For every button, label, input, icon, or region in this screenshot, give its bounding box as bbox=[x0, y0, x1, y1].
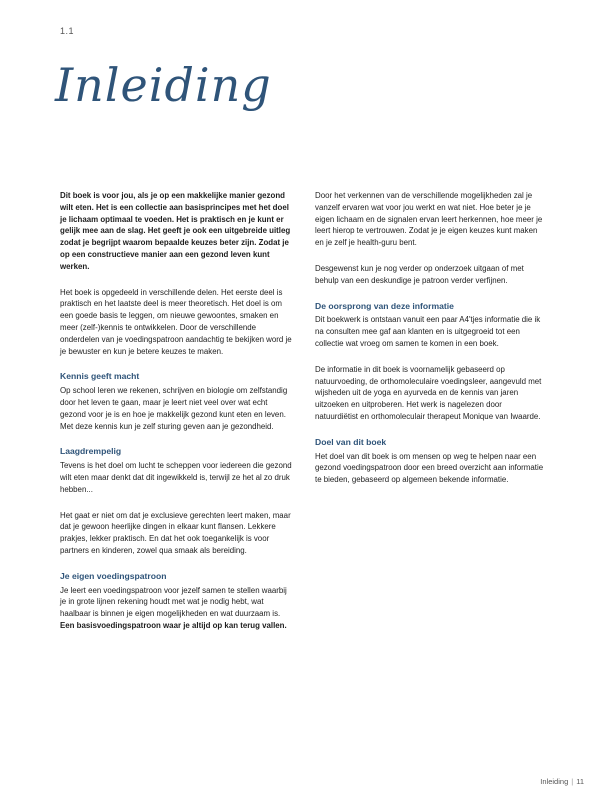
paragraph: Op school leren we rekenen, schrijven en biologie om zelfstandig door het leven te gaan, maar je leert niet veel over wat echt gezond voor je is en hoe je makkelijk gezond kunt eten en leven. Met deze kennis kun je zelf sturing geven aan je gezondheid. bbox=[60, 386, 288, 431]
heading-oorsprong: De oorsprong van deze informatie bbox=[315, 300, 454, 311]
footer-label: Inleiding bbox=[540, 777, 569, 786]
heading-doel: Doel van dit boek bbox=[315, 436, 387, 447]
paragraph: Het gaat er niet om dat je exclusieve gerechten leert maken, maar dat je gewoon heerlijke dingen in elkaar kunt flansen. Lekkere prakjes, lekker praktisch. En dat het ook toegankelijk is voor partners en kinderen, zowel qua smaak als bereiding. bbox=[60, 510, 291, 555]
paragraph: Het doel van dit boek is om mensen op weg te helpen naar een gezond voedingspatroon door een breed overzicht aan informatie te bieden, gebaseerd op algemeen bekende informatie. bbox=[315, 451, 544, 485]
intro-paragraph: Dit boek is voor jou, als je op een makkelijke manier gezond wilt eten. Het is een collectie aan basisprincipes met het doel je lichaam optimaal te voeden. Het is praktisch en je kunt er gelijk mee aan de slag. Het geeft je ook een uitgebreide uitleg zodat je begrijpt waarom bepaalde keuzes beter zijn. Zodat je op een constructieve manier aan een gezond leven kunt werken. bbox=[60, 191, 291, 271]
heading-laagdrempelig: Laagdrempelig bbox=[60, 446, 122, 457]
paragraph: Het boek is opgedeeld in verschillende delen. Het eerste deel is praktisch en het laatste deel is meer theoretisch. Het doel is om een goede basis te leggen, om nieuwe gewoontes, smaken en meer (zelf-)kennis te ontwikkelen. Door de verschillende onderdelen van je voedingspatroon aandachtig te bekijken word je je bewuster en kun je betere keuzes te maken. bbox=[60, 287, 292, 356]
paragraph bbox=[60, 585, 292, 632]
paragraph: De informatie in dit boek is voornamelijk gebaseerd op natuurvoeding, de orthomoleculaire voedingsleer, aangevuld met wijsheden uit de yoga en ayurveda en de kennis van jaren uitzoeken en uitproberen. Het werk is nagelezen door natuurdiëtist en orthomoleculair therapeut Monique van Iwaarde. bbox=[315, 364, 542, 421]
paragraph-text: Je leert een voedingspatroon voor jezelf samen te stellen waarbij je in grote lijnen rekening houdt met wat je nodig hebt, wat haalbaar is binnen je eigen mogelijkheden en wat duurzaam is. bbox=[60, 585, 287, 619]
left-column bbox=[60, 190, 292, 646]
heading-kennis-geeft-macht: Kennis geeft macht bbox=[60, 371, 140, 382]
page-title: Inleiding bbox=[55, 58, 272, 112]
paragraph: Dit boekwerk is ontstaan vanuit een paar A4'tjes informatie die ik na consulten mee gaf aan klanten en is uitgegroeid tot een collectie wat vroeg om samen te komen in een boek. bbox=[315, 315, 541, 348]
heading-eigen-voedingspatroon: Je eigen voedingspatroon bbox=[60, 570, 167, 581]
paragraph: Desgewenst kun je nog verder op onderzoek uitgaan of met behulp van een deskundige je patroon verder verfijnen. bbox=[315, 263, 524, 285]
footer-page-number: 11 bbox=[576, 777, 584, 786]
section-number: 1.1 bbox=[60, 26, 75, 36]
page-footer bbox=[540, 777, 584, 786]
paragraph: Door het verkennen van de verschillende mogelijkheden zal je vanzelf ervaren wat voor jou werkt en wat niet. Hoe beter je je eigen lichaam en de signalen ervan leert herkennen, hoe meer je leert hierop te vertrouwen. Zodat je je eigen keuzes kunt maken en je zelf je health-guru bent. bbox=[315, 191, 543, 248]
paragraph: Tevens is het doel om lucht te scheppen voor iedereen die gezond wilt eten maar denkt dat dit ingewikkeld is, terwijl ze het al zo druk hebben... bbox=[60, 461, 292, 494]
right-column bbox=[315, 190, 547, 500]
bold-text: Een basisvoedingspatroon waar je altijd op kan terug vallen. bbox=[60, 620, 287, 630]
footer-separator: | bbox=[571, 777, 574, 786]
